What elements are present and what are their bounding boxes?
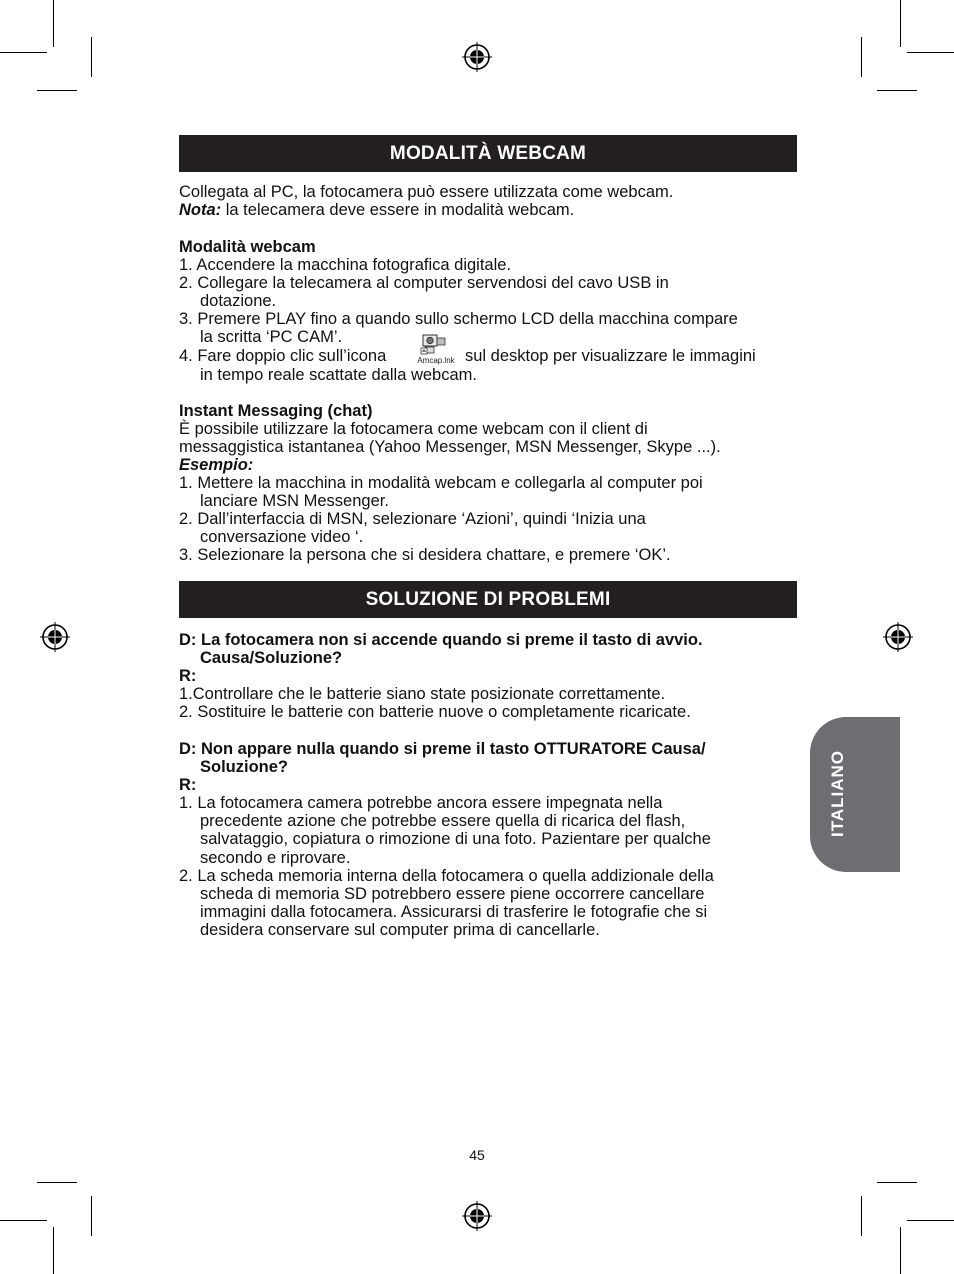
webcam-step-3-cont: la scritta ‘PC CAM’.: [200, 328, 343, 346]
troubleshooting-section-title: SOLUZIONE DI PROBLEMI: [365, 588, 611, 610]
question-1-cont: Causa/Soluzione?: [200, 649, 343, 667]
note-label: Nota:: [179, 201, 222, 219]
im-line-1: È possibile utilizzare la fotocamera come webcam con il client di: [179, 420, 648, 438]
answer-2-line-7: immagini dalla fotocamera. Assicurarsi di trasferire le fotografie che si: [200, 903, 708, 921]
webcam-mode-heading: Modalità webcam: [179, 238, 316, 256]
webcam-note: [179, 201, 574, 219]
example-step-2: 2. Dall’interfaccia di MSN, selezionare ‘Azioni’, quindi ‘Inizia una: [179, 510, 646, 528]
answer-1-label: R:: [179, 667, 197, 685]
answer-2-line-8: desidera conservare sul computer prima di cancellarle.: [200, 921, 600, 939]
webcam-step-2-cont: dotazione.: [200, 292, 277, 310]
question-1: D: La fotocamera non si accende quando si preme il tasto di avvio.: [179, 631, 703, 649]
webcam-step-4: 4. Fare doppio clic sull’icona: [179, 347, 387, 365]
webcam-section-header: [179, 135, 797, 172]
answer-1-item-1: 1.Controllare che le batterie siano state posizionate correttamente.: [179, 685, 666, 703]
example-label: Esempio:: [179, 456, 254, 474]
im-line-2: messaggistica istantanea (Yahoo Messenger, MSN Messenger, Skype ...).: [179, 438, 721, 456]
answer-2-line-3: salvataggio, copiatura o rimozione di una foto. Pazientare per qualche: [200, 830, 711, 848]
amcap-shortcut[interactable]: [413, 332, 459, 368]
webcam-step-1: 1. Accendere la macchina fotografica digitale.: [179, 256, 512, 274]
amcap-caption: Amcap.lnk: [417, 356, 455, 365]
answer-2-line-1: 1. La fotocamera camera potrebbe ancora essere impegnata nella: [179, 794, 663, 812]
webcam-step-2: 2. Collegare la telecamera al computer servendosi del cavo USB in: [179, 274, 669, 292]
answer-2-line-2: precedente azione che potrebbe essere quella di ricarica del flash,: [200, 812, 686, 830]
registration-mark-left-icon: [40, 622, 70, 652]
answer-2-line-4: secondo e riprovare.: [200, 849, 351, 867]
answer-2-line-6: scheda di memoria SD potrebbero essere piene occorrere cancellare: [200, 885, 705, 903]
question-2: D: Non appare nulla quando si preme il tasto OTTURATORE Causa/: [179, 740, 706, 758]
webcam-intro: Collegata al PC, la fotocamera può essere utilizzata come webcam.: [179, 183, 674, 201]
webcam-step-3: 3. Premere PLAY fino a quando sullo schermo LCD della macchina compare: [179, 310, 738, 328]
webcam-section-title: MODALITÀ WEBCAM: [389, 142, 587, 164]
registration-mark-top-icon: [462, 42, 492, 72]
question-2-cont: Soluzione?: [200, 758, 288, 776]
registration-mark-bottom-icon: [462, 1201, 492, 1231]
troubleshooting-section-header: [179, 581, 797, 618]
webcam-step-4-tail: sul desktop per visualizzare le immagini: [465, 347, 756, 365]
example-step-1: 1. Mettere la macchina in modalità webcam e collegarla al computer poi: [179, 474, 703, 492]
im-heading: Instant Messaging (chat): [179, 402, 373, 420]
answer-2-line-5: 2. La scheda memoria interna della fotocamera o quella addizionale della: [179, 867, 714, 885]
answer-2-label: R:: [179, 776, 197, 794]
language-tab-label: ITALIANO: [828, 749, 847, 837]
amcap-icon: [413, 332, 459, 356]
answer-1-item-2: 2. Sostituire le batterie con batterie nuove o completamente ricaricate.: [179, 703, 691, 721]
page-number: 45: [469, 1147, 485, 1163]
webcam-step-4-cont: in tempo reale scattate dalla webcam.: [200, 366, 477, 384]
example-step-1-cont: lanciare MSN Messenger.: [200, 492, 389, 510]
language-side-tab: [810, 717, 900, 872]
example-step-3: 3. Selezionare la persona che si desidera chattare, e premere ‘OK’.: [179, 546, 671, 564]
note-text: la telecamera deve essere in modalità webcam.: [221, 201, 575, 219]
registration-mark-right-icon: [883, 622, 913, 652]
example-step-2-cont: conversazione video ‘.: [200, 528, 364, 546]
